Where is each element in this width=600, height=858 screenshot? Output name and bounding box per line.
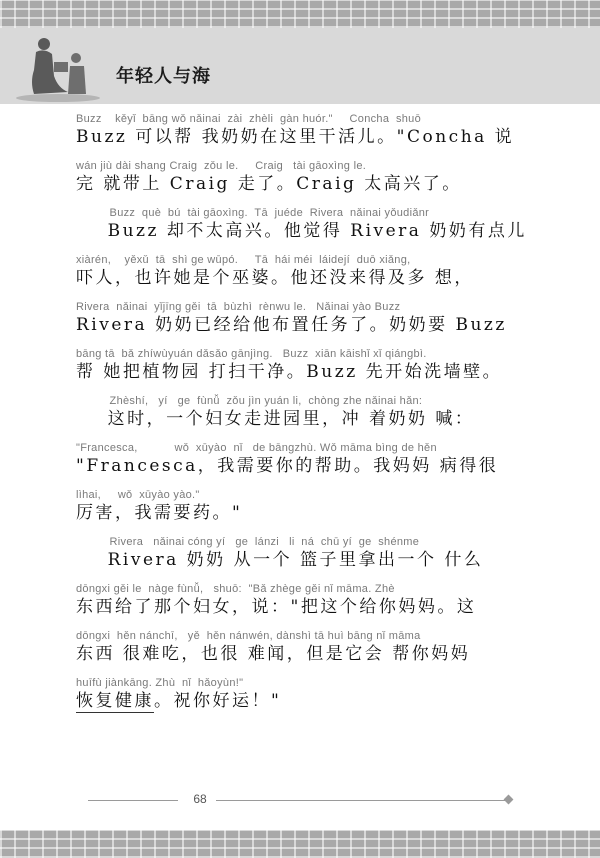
text-line [76,441,600,477]
pinyin-line: bāng tā bǎ zhíwùyuán dǎsǎo gānjìng. Buzz xiān kāishǐ xǐ qiángbì. [76,348,427,360]
pinyin-line: Rivera nǎinai yǐjīng gěi tā bùzhì rènwu le. Nǎinai yào Buzz [76,301,401,313]
footer-rule-left [88,800,178,801]
top-border-pattern [0,0,600,28]
text-line [76,488,600,524]
footer-rule-right [216,800,506,801]
hanzi-line: 这时，一个妇女走进园里，冲 着奶奶 喊： [76,409,475,429]
pinyin-line: "Francesca, wǒ xūyào nǐ de bāngzhù. Wǒ māma bìng de hěn [76,442,437,454]
text-line [76,206,600,242]
hanzi-line-rest: 。祝你好运！" [154,691,282,711]
text-line [76,394,600,430]
text-line [76,347,600,383]
page-number: 68 [193,792,207,806]
underlined-term: 恢复健康 [76,691,154,711]
pinyin-line: dōngxi gěi le nàge fùnǚ, shuō: "Bǎ zhège gěi nǐ māma. Zhè [76,583,395,595]
pinyin-line: wán jiù dài shang Craig zǒu le. Craig tài gāoxìng le. [76,160,367,172]
hanzi-line: Buzz 可以帮 我奶奶在这里干活儿。"Concha 说 [76,127,515,147]
pinyin-line: Rivera nǎinai cóng yí ge lánzi li ná chū yí ge shénme [76,536,420,548]
page-header [0,28,600,104]
hanzi-line: 厉害，我需要药。" [76,503,243,523]
pinyin-line: huīfù jiànkāng. Zhù nǐ hǎoyùn!" [76,677,244,689]
hanzi-line: 东西 很难吃，也很 难闻，但是它会 帮你妈妈 [76,644,471,664]
footer-diamond-icon [504,795,514,805]
text-line [76,535,600,571]
book-title: 年轻人与海 [116,66,211,87]
hanzi-line: 帮 她把植物园 打扫干净。Buzz 先开始洗墙壁。 [76,362,503,382]
reader-silhouette-icon [14,32,106,102]
bottom-border-pattern [0,830,600,858]
hanzi-line: 吓人，也许她是个巫婆。他还没来得及多 想， [76,268,474,288]
pinyin-line: lìhai, wǒ xūyào yào." [76,489,200,501]
hanzi-line: "Francesca，我需要你的帮助。我妈妈 病得很 [76,456,499,476]
page-body [0,112,600,712]
hanzi-line: Buzz 却不太高兴。他觉得 Rivera 奶奶有点儿 [76,221,527,241]
hanzi-line: 完 就带上 Craig 走了。Craig 太高兴了。 [76,174,462,194]
pinyin-line: dōngxi hěn nánchī, yě hěn nánwén, dànshì tā huì bāng nǐ māma [76,630,421,642]
page-footer [0,790,600,810]
text-line [76,300,600,336]
text-line [76,629,600,665]
pinyin-line: Buzz què bú tài gāoxìng. Tā juéde Rivera nǎinai yǒudiǎnr [76,207,430,219]
pinyin-line: Buzz kěyǐ bāng wǒ nǎinai zài zhèli gàn huór." Concha shuō [76,113,422,125]
hanzi-line: 东西给了那个妇女，说："把这个给你妈妈。这 [76,597,477,617]
text-line [76,112,600,148]
pinyin-line: xiàrén, yěxǔ tā shì ge wūpó. Tā hái méi láidejí duō xiǎng, [76,254,411,266]
hanzi-line: Rivera 奶奶已经给他布置任务了。奶奶要 Buzz [76,315,507,335]
hanzi-line [76,690,600,712]
text-line [76,676,600,712]
hanzi-line: Rivera 奶奶 从一个 篮子里拿出一个 什么 [76,550,484,570]
text-line [76,582,600,618]
text-line [76,159,600,195]
pinyin-line: Zhèshí, yí ge fùnǚ zǒu jìn yuán li, chòng zhe nǎinai hǎn: [76,395,423,407]
text-line [76,253,600,289]
